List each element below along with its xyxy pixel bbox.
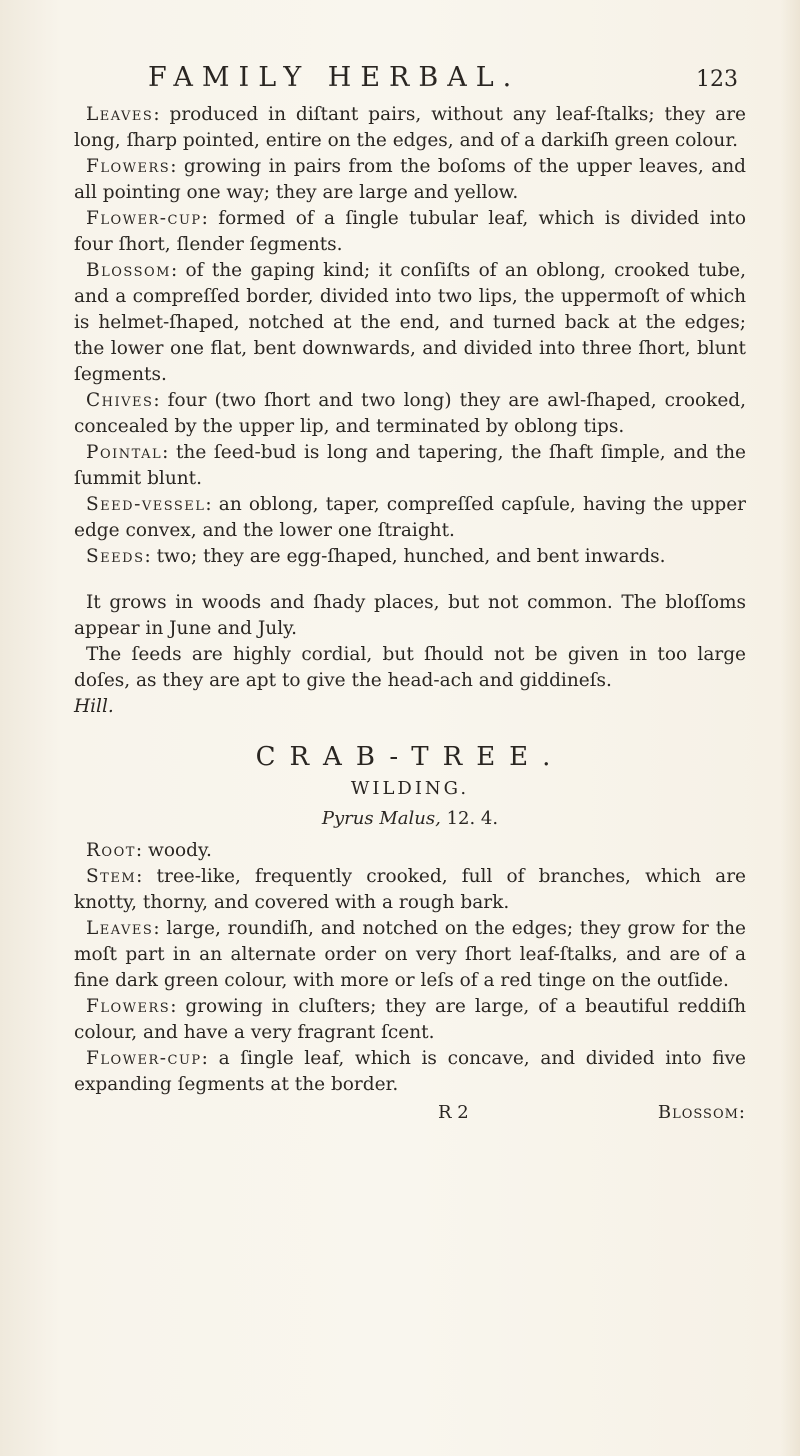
entry-term: Seeds	[86, 546, 145, 567]
catchword: Blossom:	[657, 1102, 746, 1123]
entry-flowers-crab	[74, 994, 746, 1046]
entry-term: Leaves	[86, 104, 154, 125]
entry-term: Flowers	[86, 996, 171, 1017]
signature-mark: R 2	[438, 1102, 469, 1123]
entry-term: Blossom	[86, 260, 171, 281]
entry-text: : growing in cluſters; they are large, of a beautiful reddiſh colour, and have a very fragrant ſcent.	[74, 996, 746, 1043]
entry-text: : the ſeed-bud is long and tapering, the ſhaft ſimple, and the ſummit blunt.	[74, 442, 746, 489]
page-number: 123	[696, 67, 738, 92]
uses-paragraph: The ſeeds are highly cordial, but ſhould not be given in too large doſes, as they are apt to give the head-ach and giddineſs.	[74, 644, 746, 691]
entry-text: : a ſingle leaf, which is concave, and divided into five expanding ſegments at the border.	[74, 1048, 746, 1095]
section-subtitle: WILDING.	[350, 778, 470, 799]
entry-term: Stem	[86, 866, 137, 887]
latin-name-line	[74, 806, 746, 832]
entry-text: : produced in diſtant pairs, without any leaf-ſtalks; they are long, ſharp pointed, entire on the edges, and of a darkiſh green colour.	[74, 104, 746, 151]
habitat-paragraph: It grows in woods and ſhady places, but not common. The bloſſoms appear in June and July.	[74, 592, 746, 639]
entry-flowers	[74, 154, 746, 206]
entry-chives	[74, 388, 746, 440]
entry-blossom	[74, 258, 746, 388]
entry-text: : growing in pairs from the boſoms of the upper leaves, and all pointing one way; they are large and yellow.	[74, 156, 746, 203]
entry-term: Leaves	[86, 918, 154, 939]
entry-flower-cup	[74, 206, 746, 258]
latin-name: Pyrus Malus,	[321, 808, 441, 829]
entry-text: : four (two ſhort and two long) they are awl-ſhaped, crooked, concealed by the upper lip, and terminated by oblong tips.	[74, 390, 746, 437]
entry-text: : an oblong, taper, compreſſed capſule, having the upper edge convex, and the lower one ſtraight.	[74, 494, 746, 541]
entry-term: Flowers	[86, 156, 171, 177]
entry-term: Flower-cup	[86, 1048, 202, 1069]
entry-term: Chives	[86, 390, 154, 411]
author-attribution: Hill.	[74, 696, 114, 717]
entry-text: : formed of a ſingle tubular leaf, which is divided into four ſhort, ſlender ſegments.	[74, 208, 746, 255]
entry-leaves-crab	[74, 916, 746, 994]
entry-text: : woody.	[135, 840, 212, 861]
entry-term: Root	[86, 840, 136, 861]
entry-text: : tree-like, frequently crooked, full of branches, which are knotty, thorny, and covered with a rough bark.	[74, 866, 746, 913]
entry-root	[74, 838, 746, 864]
entry-text: : of the gaping kind; it conſiſts of an oblong, crooked tube, and a compreſſed border, divided into two lips, the uppermoſt of which is helmet-ſhaped, notched at the end, and turned back at the edges; the lower one flat, bent downwards, and divided into three ſhort, blunt ſegments.	[74, 260, 746, 385]
entry-leaves	[74, 102, 746, 154]
entry-seed-vessel	[74, 492, 746, 544]
section-title: CRAB-TREE.	[255, 742, 565, 772]
entry-term: Flower-cup	[86, 208, 202, 229]
page-body	[74, 102, 746, 1126]
entry-term: Pointal	[86, 442, 163, 463]
spacer	[74, 570, 746, 590]
classification: 12. 4.	[446, 808, 499, 829]
page-header	[148, 62, 738, 93]
entry-pointal	[74, 440, 746, 492]
page-footer	[74, 1100, 746, 1126]
entry-text: : large, roundiſh, and notched on the edges; they grow for the moſt part in an alternate order on very ſhort leaf-ſtalks, and are of a fine dark green colour, with more or leſs of a red tinge on the outſide.	[74, 918, 746, 991]
entry-text: : two; they are egg-ſhaped, hunched, and bent inwards.	[144, 546, 666, 567]
entry-term: Seed-vessel	[86, 494, 206, 515]
running-title: FAMILY HERBAL.	[148, 62, 521, 93]
entry-stem	[74, 864, 746, 916]
entry-flower-cup-crab	[74, 1046, 746, 1098]
entry-seeds	[74, 544, 746, 570]
